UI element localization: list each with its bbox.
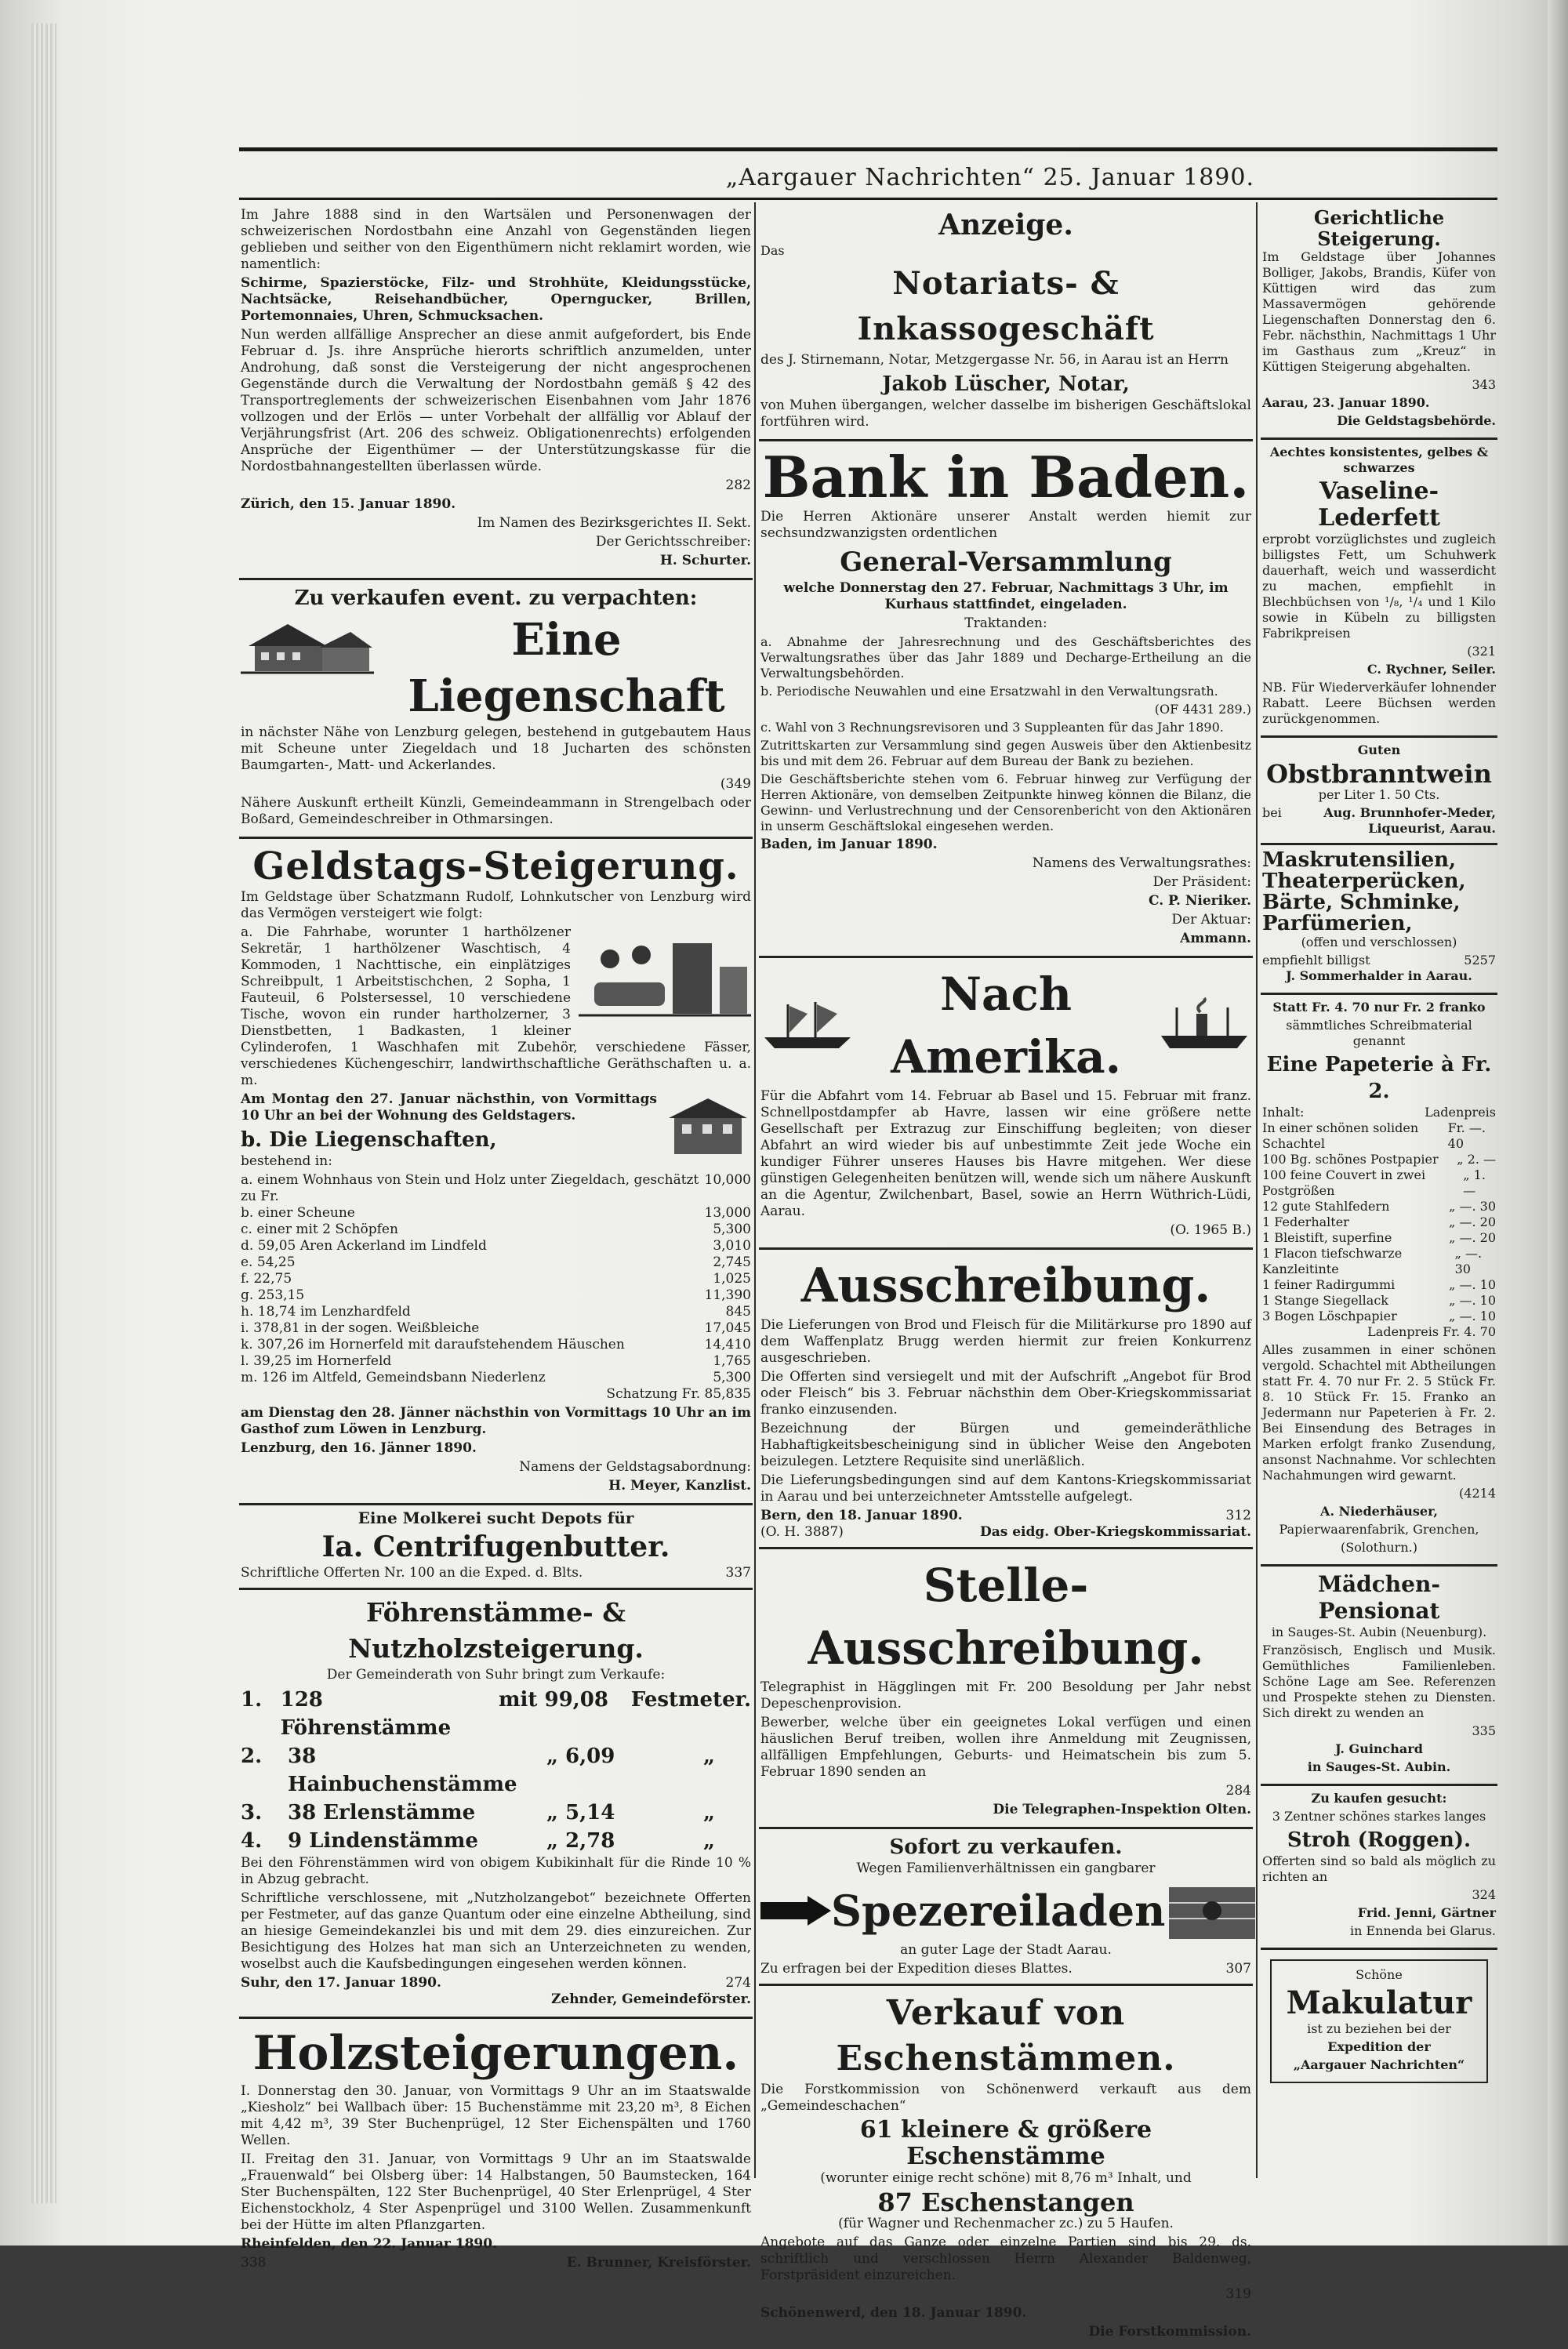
ad-liegenschaft	[239, 580, 753, 839]
ad-number: (4214	[1459, 1486, 1496, 1501]
property-label: i. 378,81 in der sogen. Weißbleiche	[241, 1320, 480, 1336]
ad-vaseline	[1261, 440, 1497, 738]
page-edge-stack	[31, 24, 56, 2203]
ad-number: (OF 4431 289.)	[1154, 702, 1251, 717]
price-value: „ —. 30	[1454, 1246, 1483, 1276]
text: am Dienstag den 28. Jänner nächsthin von Vormittags 10 Uhr an im Gasthof zum Löwen in Lenzburg.	[241, 1405, 751, 1437]
signature: in Ennenda bei Glarus.	[1349, 1923, 1496, 1938]
text: Im Geldstage über Schatzmann Rudolf, Lohnkutscher von Lenzburg wird das Vermögen versteigert wie folgt:	[241, 889, 751, 921]
ad-number: 307	[1225, 1961, 1251, 1977]
ad-headline: Obstbranntwein	[1266, 759, 1492, 789]
text: Angebote auf das Ganze oder einzelne Partien sind bis 29. ds. schriftlich und verschlossen Herrn Alexander Baldenweg, Forstpräsident einzureichen.	[760, 2235, 1251, 2283]
price-row	[1262, 1230, 1496, 1246]
price-row	[1262, 1214, 1496, 1230]
ad-title: Gerichtliche Steigerung.	[1313, 206, 1445, 250]
text: Die Lieferungsbedingungen sind auf dem Kantons-Kriegskommissariat in Aarau und bei unterzeichneter Amtsstelle aufgelegt.	[760, 1472, 1251, 1505]
ad-number: 282	[725, 477, 751, 493]
lot-row	[241, 1686, 751, 1742]
place-date: Baden, im Januar 1890.	[760, 837, 938, 852]
property-row	[241, 1304, 751, 1320]
signature: Ammann.	[1180, 931, 1251, 946]
lot-row	[241, 1742, 751, 1799]
property-value: 13,000	[704, 1205, 751, 1221]
signature: J. Sommerhalder in Aarau.	[1286, 968, 1472, 983]
ad-maskenutensilien	[1261, 845, 1497, 995]
place-date: Bern, den 18. Januar 1890.	[760, 1508, 963, 1523]
row	[760, 1508, 1251, 1524]
ad-title: Sofort zu verkaufen.	[889, 1835, 1123, 1859]
text: Die Offerten sind versiegelt und mit der Aufschrift „Angebot für Brod oder Fleisch“ bis 3. Februar nächsthin dem Ober-Kriegskommissariat franko einzusenden.	[760, 1369, 1251, 1418]
price-row	[1262, 1120, 1496, 1152]
text: Bei den Föhrenstämmen wird von obigem Kubikinhalt für die Rinde 10 % in Abzug gebracht.	[241, 1855, 751, 1887]
property-value: 845	[725, 1304, 751, 1320]
column-middle	[759, 202, 1253, 2340]
ad-number: 274	[725, 1975, 751, 1991]
price-value: „ 2. —	[1457, 1152, 1496, 1167]
text: Schirme, Spazierstöcke, Filz- und Strohhüte, Kleidungsstücke, Nachtsäcke, Reisehandbücher, Operngucker, Brillen, Portemonnaies, Uhren, Schmucksachen.	[241, 275, 751, 324]
ad-headline: Makulatur	[1286, 1984, 1472, 2021]
price-row	[1262, 1246, 1496, 1277]
property-label: m. 126 im Altfeld, Gemeindsbann Niederlenz	[241, 1370, 546, 1385]
text: Aechtes konsistentes, gelbes & schwarzes	[1269, 445, 1489, 475]
lot-unit: „	[703, 1745, 715, 1768]
text: Im Jahre 1888 sind in den Wartsälen und Personenwagen der schweizerischen Nordostbahn eine Anzahl von Gegenständen liegen geblieben und seither von den Eigenthümern nicht reklamirt worden, wie namentlich:	[241, 207, 751, 272]
ad-headline: Geldstags-Steigerung.	[252, 844, 739, 888]
text: Im Geldstage über Johannes Bolliger, Jakobs, Brandis, Küfer von Küttigen wird das zum Massavermögen gehörende Liegenschaften Donnerstag den 6. Febr. nächsthin, Nachmittags 1 Uhr im Gasthaus zum „Kreuz“ in Küttigen Steigerung abgehalten.	[1262, 249, 1496, 374]
text: NB. Für Wiederverkäufer lohnender Rabatt. Leere Büchsen werden zurückgenommen.	[1262, 680, 1496, 726]
ad-number: 335	[1472, 1723, 1496, 1738]
place-date: Aarau, 23. Januar 1890.	[1262, 395, 1430, 410]
property-value: 1,765	[713, 1353, 751, 1369]
ad-amerika	[759, 958, 1253, 1250]
price-row	[1262, 1309, 1496, 1324]
highlight-line: 61 kleinere & größere Eschenstämme	[859, 2116, 1152, 2170]
price-value: „ —. 30	[1449, 1199, 1496, 1214]
ad-headline: Eine Liegenschaft	[408, 614, 725, 722]
property-label: e. 54,25	[241, 1254, 296, 1270]
property-value: 11,390	[704, 1287, 751, 1303]
price-value: „ —. 20	[1449, 1214, 1496, 1229]
signature: Namens der Geldstagsabordnung:	[519, 1459, 751, 1475]
text: Statt Fr. 4. 70 nur Fr. 2 franko	[1272, 1000, 1486, 1015]
text: a. Die Fahrhabe, worunter 1 harthölzener Sekretär, 1 harthölzener Waschtisch, 4 Kommoden, 1 Nachttische, ein einplätziges Schreibpult, 1 Arbeitstischchen, 2 Sopha, 1 Fauteuil, 6 Polstersessel, 10 verschiedene Tische, wovon ein runder hartholzerner, 3 Dienstbetten, 1 Badkasten, 1 kleiner Cylinderofen, 1 Waschhafen mit Zubehör, verschiedene Fässer, verschiedenes Küchengeschirr, landwirthschaftliche Geräthschaften u. a. m.	[241, 924, 751, 1088]
text: Für die Abfahrt vom 14. Februar ab Basel und 15. Februar mit franz. Schnellpostdampfer ab Havre, lassen wir eine größere nette Gesellschaft per Extrazug zur Einschiffung begleiten; von dieser Abfahrt an wird wieder bis auf unbestimmte Zeit jede Woche ein kundiger Führer unseres Hauses bis Havre mitgehen. Wer diese günstigen Gelegenheiten benützen will, wende sich um nähere Auskunft an die Agentur, Zwilchenbart, Basel, sowie an Herrn Wüthrich-Lüdi, Aarau.	[760, 1088, 1251, 1219]
price-label: 3 Bogen Löschpapier	[1262, 1309, 1397, 1323]
ad-stelle	[759, 1549, 1253, 1829]
place-date: Rheinfelden, den 22. Januar 1890.	[241, 2236, 497, 2252]
text: Zu erfragen bei der Expedition dieses Blattes.	[760, 1961, 1073, 1977]
ad-line: Theaterperücken,	[1262, 870, 1466, 893]
steamship-icon	[1157, 998, 1251, 1053]
lot-item: 9 Lindenstämme	[288, 1829, 478, 1853]
text: Die Forstkommission von Schönenwerd verkauft aus dem „Gemeindeschachen“	[760, 2082, 1251, 2114]
column-left	[239, 202, 753, 2271]
property-label: l. 39,25 im Hornerfeld	[241, 1353, 392, 1369]
ad-headline: Stelle-Ausschreibung.	[808, 1559, 1204, 1675]
agenda-item: c. Wahl von 3 Rechnungsrevisoren und 3 Suppleanten für das Jahr 1890.	[760, 720, 1224, 735]
text: Der Gemeinderath von Suhr bringt zum Verkaufe:	[326, 1667, 666, 1683]
ad-line: Bärte, Schminke,	[1262, 891, 1461, 914]
text: (für Wagner und Rechenmacher zc.) zu 5 Haufen.	[838, 2216, 1174, 2231]
price-value: „ —. 20	[1449, 1230, 1496, 1245]
signature: Aug. Brunnhofer-Meder, Liqueurist, Aarau.	[1323, 805, 1496, 836]
price-label: 1 Flacon tiefschwarze Kanzleitinte	[1262, 1246, 1403, 1276]
text: Am Montag den 27. Januar nächsthin, von Vormittags 10 Uhr an bei der Wohnung des Geldstagers.	[241, 1091, 657, 1124]
lot-item: 128 Föhrenstämme	[280, 1688, 452, 1740]
text: bei	[1262, 805, 1282, 820]
signature: Zehnder, Gemeindeförster.	[550, 1991, 751, 2007]
text: Nun werden allfällige Ansprecher an diese anmit aufgefordert, bis Ende Februar d. Js. ihre Ansprüche hierorts schriftlich anzumelden, unter Androhung, daß sonst die Versteigerung der nicht angesprochenen Gegenstände durch die Verwaltung der Nordostbahn gemäß § 42 des Transportreglements der schweizerischen Eisenbahnen vom Jahr 1876 vollzogen und der Erlös — unter Vorbehalt der allfällig vor Ablauf der Verjährungsfrist (Art. 206 des schweiz. Obligationenrechts) erfolgenden Ansprüche der Eigenthümer — der Unterstützungskasse für die Nordostbahnangestellten überlassen würde.	[241, 327, 751, 474]
row	[1262, 1105, 1496, 1120]
page-shadow	[1548, 0, 1568, 2246]
signature: Der Präsident:	[1152, 874, 1251, 890]
ad-header	[760, 963, 1251, 1088]
ad-number: (O. 1965 B.)	[1170, 1222, 1251, 1238]
property-label: a. einem Wohnhaus von Stein und Holz unter Ziegeldach, geschätzt zu Fr.	[241, 1172, 699, 1204]
text: erprobt vorzüglichstes und zugleich billigstes Fett, um Schuhwerk dauerhaft, weich und wasserdicht zu machen, empfiehlt in Blechbüchsen von ¹/₈, ¹/₄ und 1 Kilo sowie in Kübeln zu billigsten Fabrikpreisen	[1262, 532, 1496, 641]
text: ist zu beziehen bei der	[1307, 2021, 1451, 2036]
ad-headline: Verkauf von Eschenstämmen.	[836, 1993, 1176, 2079]
ad-line: Parfümerien,	[1262, 912, 1413, 935]
property-value: 5,300	[713, 1222, 751, 1237]
signature: H. Meyer, Kanzlist.	[608, 1478, 751, 1494]
price-label: 1 Stange Siegellack	[1262, 1293, 1388, 1308]
ad-pensionat	[1261, 1567, 1497, 1786]
property-row	[241, 1254, 751, 1271]
ad-spezerei	[759, 1829, 1253, 1986]
row	[241, 2255, 751, 2271]
signature: Die Geldstagsbehörde.	[1337, 413, 1496, 428]
header-rule-top	[239, 147, 1497, 151]
ad-geldstag	[239, 839, 753, 1505]
signature: J. Guinchard	[1335, 1741, 1423, 1756]
ad-headline: Bank in Baden.	[762, 444, 1250, 510]
property-label: h. 18,74 im Lenzhardfeld	[241, 1304, 411, 1320]
place-date: Schönenwerd, den 18. Januar 1890.	[760, 2305, 1027, 2321]
ad-title: Zu verkaufen event. zu verpachten:	[294, 586, 698, 610]
text: Offerten sind so bald als möglich zu richten an	[1262, 1853, 1496, 1884]
price-row	[1262, 1199, 1496, 1214]
text: Bewerber, welche über ein geeignetes Lokal verfügen und einen häuslichen Beruf treiben, wollen ihre Anmeldung mit Zeugnissen, allfälligen Empfehlungen, Geburts- und Heimatschein bis zum 5. Februar 1890 senden an	[760, 1715, 1251, 1780]
name: Jakob Lüscher, Notar,	[882, 372, 1130, 396]
lot-unit: „	[703, 1829, 715, 1853]
text: an guter Lage der Stadt Aarau.	[900, 1942, 1112, 1958]
ad-headline: Spezereiladen	[831, 1886, 1166, 1936]
text: Die Herren Aktionäre unserer Anstalt werden hiemit zur sechsundzwanzigsten ordentlichen	[760, 509, 1251, 541]
ad-number: (O. H. 3887)	[760, 1524, 844, 1540]
ad-stroh	[1261, 1786, 1497, 1950]
total-value: Ladenpreis Fr. 4. 70	[1367, 1324, 1496, 1339]
property-row	[241, 1320, 751, 1337]
property-value: 5,300	[713, 1370, 751, 1385]
ad-title: Zu kaufen gesucht:	[1311, 1791, 1447, 1806]
price-row	[1262, 1167, 1496, 1199]
ad-ausschreibung	[759, 1250, 1253, 1549]
signature: C. P. Nieriker.	[1148, 893, 1251, 909]
ad-header	[760, 1879, 1251, 1942]
signature: Namens des Verwaltungsrathes:	[1032, 855, 1251, 871]
property-label: k. 307,26 im Hornerfeld mit daraufstehendem Häuschen	[241, 1337, 625, 1352]
property-row	[241, 1353, 751, 1370]
text: bestehend in:	[241, 1153, 332, 1169]
property-row	[241, 1271, 751, 1287]
text: Bezeichnung der Bürgen und gemeinderäthliche Habhaftigkeitsbescheinigung sind in üblicher Weise den Angeboten beizulegen. Letztere Requisite sind unerläßlich.	[760, 1421, 1251, 1469]
row	[760, 1961, 1251, 1977]
signature: Im Namen des Bezirksgerichtes II. Sekt.	[477, 515, 751, 531]
property-value: 17,045	[704, 1320, 751, 1336]
ad-number: (349	[720, 776, 751, 792]
ad-molkerei	[239, 1505, 753, 1590]
signature: A. Niederhäuser,	[1320, 1504, 1438, 1519]
text: Die Geschäftsberichte stehen vom 6. Februar hinweg zur Verfügung der Herren Aktionäre, von demselben Zeitpunkte hinweg können die Bilanz, die Gewinn- und Verlustrechnung und der Censorenbericht von den Aktionären in unserm Geschäftslokal eingesehen werden.	[760, 772, 1251, 833]
ad-number: 5257	[1464, 953, 1496, 968]
ad-headline: Mädchen-Pensionat	[1318, 1571, 1440, 1624]
text: Schriftliche verschlossene, mit „Nutzholzangebot“ bezeichnete Offerten per Festmeter, auf das ganze Quantum oder eine einzelne Abtheilung, sind an hiesige Gemeindekanzlei bis und mit dem 29. dies einzureichen. Zur Besichtigung des Holzes hat man sich an Unterzeichneten zu wenden, woselbst auch die Kaufsbedingungen eingesehen werden können.	[241, 1890, 751, 1972]
row	[241, 1565, 751, 1581]
ad-eschen	[759, 1986, 1253, 2349]
lot-number: 4.	[241, 1829, 263, 1853]
signature: Der Gerichtsschreiber:	[595, 534, 751, 550]
price-row	[1262, 1293, 1496, 1309]
property-label: f. 22,75	[241, 1271, 292, 1287]
ad-headline: Eine Papeterie à Fr. 2.	[1266, 1053, 1492, 1103]
price-label: 12 gute Stahlfedern	[1262, 1199, 1390, 1214]
ad-nordostbahn	[239, 202, 753, 580]
agenda-item: b. Periodische Neuwahlen und eine Ersatzwahl in den Verwaltungsrath.	[760, 684, 1218, 699]
ad-number: (321	[1467, 644, 1496, 659]
price-label: 1 Bleistift, superfine	[1262, 1230, 1392, 1245]
property-label: g. 253,15	[241, 1287, 305, 1303]
signature: Die Forstkommission.	[1088, 2324, 1251, 2340]
signature: H. Schurter.	[659, 553, 751, 568]
text: von Muhen übergangen, welcher dasselbe im bisherigen Geschäftslokal fortführen wird.	[760, 398, 1251, 430]
ad-obstbranntwein	[1261, 738, 1497, 845]
price-label: 100 feine Couvert in zwei Postgrößen	[1262, 1167, 1426, 1198]
signature: in Sauges-St. Aubin.	[1307, 1759, 1451, 1774]
text: II. Freitag den 31. Januar, von Vormittags 9 Uhr an im Staatswalde „Frauenwald“ bei Olsberg über: 14 Halbstangen, 50 Baumstecken, 164 Ster Buchenspälten, 122 Ster Buchenprügel, 40 Ster Erlenprügel, 4 Ster Eichenstockholz, 4 Ster Aspenprügel und 3100 Wellen. Zusammenkunft bei der Hütte im alten Pflanzgarten.	[241, 2151, 751, 2233]
text: Die Lieferungen von Brod und Fleisch für die Militärkurse pro 1890 auf dem Waffenplatz Brugg werden hiermit zur freien Konkurrenz ausgeschrieben.	[760, 1317, 1251, 1366]
price-value: „ —. 10	[1449, 1293, 1496, 1308]
ad-headline: Ausschreibung.	[800, 1258, 1211, 1313]
text: Telegraphist in Hägglingen mit Fr. 200 Besoldung per Jahr nebst Depeschenprovision.	[760, 1679, 1251, 1712]
ad-number: 319	[1225, 2286, 1251, 2302]
property-row	[241, 1287, 751, 1304]
text: Eine Molkerei sucht Depots für	[358, 1509, 634, 1527]
price-label: 1 Federhalter	[1262, 1214, 1349, 1229]
signature: Frid. Jenni, Gärtner	[1357, 1905, 1496, 1920]
ad-headline: Nach Amerika.	[891, 968, 1121, 1084]
text: Inhalt:	[1262, 1105, 1305, 1120]
ad-headline: Stroh (Roggen).	[1287, 1828, 1472, 1852]
ad-line: Maskrutensilien,	[1262, 848, 1457, 872]
text: des J. Stirnemann, Notar, Metzgergasse Nr. 56, in Aarau ist an Herrn	[760, 352, 1229, 368]
property-row	[241, 1238, 751, 1254]
row	[241, 1975, 751, 1991]
lot-number: 2.	[241, 1745, 263, 1768]
text: Zutrittskarten zur Versammlung sind gegen Ausweis über den Aktienbesitz bis und mit dem 26. Februar auf dem Bureau der Bank zu beziehen.	[760, 738, 1251, 768]
text: Ladenpreis	[1425, 1105, 1496, 1120]
property-row	[241, 1205, 751, 1222]
ad-notariat	[759, 202, 1253, 441]
signature: Der Aktuar:	[1171, 912, 1251, 928]
price-value: „ 1. —	[1463, 1167, 1486, 1198]
lot-number: 1.	[241, 1688, 263, 1712]
ad-headline: Ia. Centrifugenbutter.	[321, 1530, 670, 1563]
page-header	[239, 157, 1497, 198]
ad-papeterie	[1261, 995, 1497, 1567]
text: per Liter 1. 50 Cts.	[1318, 787, 1440, 802]
text: Traktanden:	[964, 615, 1047, 631]
text: Expedition der	[1327, 2039, 1431, 2054]
signature: C. Rychner, Seiler.	[1367, 662, 1496, 677]
text: Französisch, Englisch und Musik. Gemüthliches Familienleben. Schöne Lage am See. Referenzen und Prospekte stehen zu Diensten. Sich direkt zu wenden an	[1262, 1643, 1496, 1720]
lot-unit: „	[703, 1801, 715, 1824]
ad-headline: Vaseline-Lederfett	[1318, 477, 1440, 532]
text: I. Donnerstag den 30. Januar, von Vormittags 9 Uhr an im Staatswalde „Kiesholz“ bei Wallbach über: 15 Buchenstämme mit 23,20 m³, 8 Eichen mit 4,42 m³, 39 Ster Buchenprügel, 12 Ster Eichenspälten und 1760 Wellen.	[241, 2083, 751, 2148]
price-label: 1 feiner Radirgummi	[1262, 1277, 1396, 1292]
property-value: 1,025	[713, 1271, 751, 1287]
price-value: „ —. 10	[1449, 1309, 1496, 1323]
ad-holz	[239, 2019, 753, 2278]
text: Schriftliche Offerten Nr. 100 an die Exped. d. Blts.	[241, 1565, 583, 1581]
pointing-hand-icon	[760, 1891, 831, 1930]
ad-number: 338	[241, 2255, 267, 2271]
price-row	[1262, 1277, 1496, 1293]
text: 3 Zentner schönes starkes langes	[1272, 1809, 1486, 1824]
lot-item: 38 Hainbuchenstämme	[288, 1745, 517, 1796]
row	[1262, 805, 1496, 837]
ad-number: 284	[1225, 1783, 1251, 1799]
column-right	[1261, 202, 1497, 2178]
text: Alles zusammen in einer schönen vergold. Schachtel mit Abtheilungen statt Fr. 4. 70 nur Fr. 2. 5 Stück Fr. 8. 10 Stück Fr. 15. Franko an Jedermann nur Papeterien à Fr. 2. Bei Einsendung des Betrages in Marken erfolgt franko Zusendung, ansonst Nachnahme. Vor schlechten Nachahmungen wird gewarnt.	[1262, 1342, 1496, 1483]
price-label: In einer schönen soliden Schachtel	[1262, 1120, 1419, 1151]
highlight-line: 87 Eschenstangen	[877, 2187, 1134, 2217]
lot-amount: „ 5,14	[546, 1801, 615, 1824]
place-date: Lenzburg, den 16. Jänner 1890.	[241, 1440, 477, 1456]
text: in Sauges-St. Aubin (Neuenburg).	[1271, 1625, 1487, 1639]
ad-headline: Holzsteigerungen.	[252, 2026, 739, 2081]
ad-bank	[759, 441, 1253, 958]
signature: Papierwaarenfabrik, Grenchen,	[1279, 1522, 1479, 1537]
place-date: Zürich, den 15. Januar 1890.	[241, 496, 456, 512]
property-value: 2,745	[713, 1254, 751, 1270]
price-value: Fr. —. 40	[1447, 1120, 1486, 1151]
text: welche Donnerstag den 27. Februar, Nachmittags 3 Uhr, im Kurhaus stattfindet, eingeladen.	[783, 580, 1229, 612]
section-title: b. Die Liegenschaften,	[241, 1128, 497, 1152]
property-label: b. einer Scheune	[241, 1205, 355, 1221]
lot-row	[241, 1799, 751, 1827]
column-divider	[754, 202, 756, 2178]
row	[760, 1524, 1251, 1541]
page-header-title: „Aargauer Nachrichten“ 25. Januar 1890.	[725, 163, 1254, 191]
text: „Aargauer Nachrichten“	[1293, 2057, 1465, 2072]
text: Wegen Familienverhältnissen ein gangbarer	[856, 1861, 1156, 1876]
property-value: 10,000	[704, 1172, 751, 1188]
lot-amount: „ 2,78	[546, 1829, 615, 1853]
total-value: Schatzung Fr. 85,835	[606, 1386, 751, 1402]
house-illustration	[665, 1095, 751, 1157]
ad-gerichtlich	[1261, 202, 1497, 440]
signature: (Solothurn.)	[1341, 1540, 1417, 1555]
signature: Die Telegraphen-Inspektion Olten.	[993, 1802, 1251, 1817]
lot-number: 3.	[241, 1801, 263, 1824]
price-label: 100 Bg. schönes Postpapier	[1262, 1152, 1439, 1167]
property-row	[241, 1222, 751, 1238]
property-value: 3,010	[713, 1238, 751, 1254]
ad-number: 343	[1472, 377, 1496, 392]
place-date: Suhr, den 17. Januar 1890.	[241, 1975, 441, 1991]
ad-headline: Notariats- & Inkassogeschäft	[857, 265, 1155, 347]
lot-amount: „ 6,09	[546, 1745, 615, 1768]
text: empfiehlt billigst	[1262, 953, 1370, 968]
farmhouse-illustration	[241, 615, 374, 676]
property-row	[241, 1370, 751, 1386]
text: Schöne	[1356, 1967, 1403, 1982]
lot-row	[241, 1827, 751, 1855]
lot-item: 38 Erlenstämme	[288, 1801, 476, 1824]
section-title: General-Versammlung	[840, 546, 1172, 578]
text: (worunter einige recht schöne) mit 8,76 m³ Inhalt, und	[820, 2170, 1192, 2186]
text: sämmtliches Schreibmaterial genannt	[1286, 1018, 1472, 1048]
ad-number: 324	[1472, 1887, 1496, 1902]
row	[1262, 953, 1496, 968]
signature: Das eidg. Ober-Kriegskommissariat.	[979, 1524, 1251, 1540]
text: Nähere Auskunft ertheilt Künzli, Gemeindeammann in Strengelbach oder Boßard, Gemeindeschreiber in Othmarsingen.	[241, 795, 751, 827]
lot-amount: mit 99,08	[499, 1688, 608, 1712]
text: in nächster Nähe von Lenzburg gelegen, bestehend in gutgebautem Haus mit Scheune unter Ziegeldach und 18 Jucharten des schönsten Baumgarten-, Matt- und Ackerlandes.	[241, 724, 751, 773]
property-label: c. einer mit 2 Schöpfen	[241, 1222, 398, 1237]
header-rule-bottom	[239, 198, 1497, 200]
property-row	[241, 1337, 751, 1353]
ad-foehren	[239, 1590, 753, 2019]
ad-number: 312	[1225, 1508, 1251, 1523]
price-row	[1262, 1152, 1496, 1167]
signature: E. Brunner, Kreisförster.	[566, 2255, 751, 2271]
property-value: 14,410	[704, 1337, 751, 1352]
property-row	[241, 1172, 751, 1205]
framed-box	[1270, 1959, 1488, 2083]
text: (offen und verschlossen)	[1301, 935, 1457, 949]
shop-illustration	[1165, 1879, 1259, 1942]
agenda-item: a. Abnahme der Jahresrechnung und des Geschäftsberichtes des Verwaltungsrathes über das Jahr 1889 und Decharge-Ertheilung an die Verwaltungsbehörden.	[760, 634, 1251, 681]
ad-number: 337	[725, 1565, 751, 1581]
lot-unit: Festmeter.	[630, 1688, 751, 1712]
ad-headline: Föhrenstämme- & Nutzholzsteigerung.	[348, 1597, 644, 1664]
household-illustration	[579, 928, 751, 1022]
ship-icon	[760, 998, 855, 1053]
property-label: d. 59,05 Aren Ackerland im Lindfeld	[241, 1238, 487, 1254]
price-value: „ —. 10	[1449, 1277, 1496, 1292]
ad-title: Anzeige.	[938, 209, 1073, 241]
text: Guten	[1357, 742, 1401, 757]
ad-makulatur	[1261, 1950, 1497, 2094]
text: Das	[760, 243, 785, 258]
